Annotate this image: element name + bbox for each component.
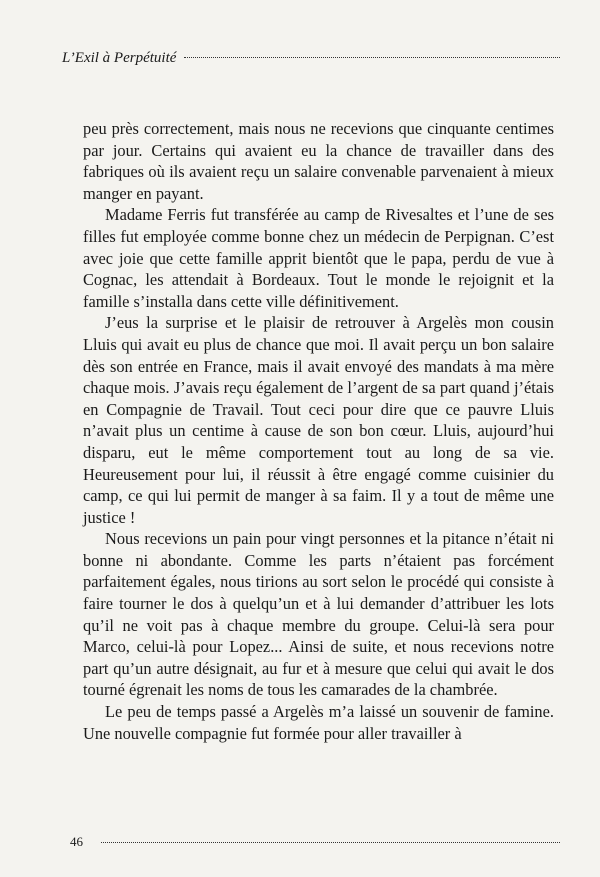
page-footer [70,834,560,850]
body-text [83,118,554,744]
header-dotted-leader [184,57,560,58]
paragraph: Madame Ferris fut transférée au camp de Rivesaltes et l’une de ses filles fut employée comme bonne chez un médecin de Perpignan. C’est avec joie que cette famille apprit bientôt que le papa, perdu de vue à Cognac, les attendait à Bordeaux. Tout le monde le rejoignit et la famille s’installa dans cette ville définitivement. [83,205,554,311]
paragraph: Le peu de temps passé a Argelès m’a laissé un souvenir de famine. Une nouvelle compagnie fut formée pour aller travailler à [83,702,554,743]
paragraph: J’eus la surprise et le plaisir de retrouver à Argelès mon cousin Lluis qui avait eu plus de chance que moi. Il avait perçu un bon salaire dès son entrée en France, mais il avait envoyé des mandats à ma mère chaque mois. J’avais reçu également de l’argent de sa part quand j’étais en Compagnie de Travail. Tout ceci pour dire que ce pauvre Lluis n’avait plus un centime à cause de son bon cœur. Lluis, aujourd’hui disparu, eut le même comportement tout au long de sa vie. Heureusement pour lui, il réussit à être engagé comme cuisinier du camp, ce qui lui permit de manger à sa faim. Il y a tout de même une justice ! [83,313,554,527]
paragraph: Nous recevions un pain pour vingt personnes et la pitance n’était ni bonne ni abondante. Comme les parts n’étaient pas forcément parfaitement égales, nous tirions au sort selon le procédé qui consiste à faire tourner le dos à quelqu’un et à lui demander d’attribuer les lots qu’il ne voit pas à chaque membre du groupe. Celui-là sera pour Marco, celui-là pour Lopez... Ainsi de suite, et nous recevions notre part qu’un autre désignait, au fur et à mesure que celui qui avait le dos tourné égrenait les noms de tous les camarades de la chambrée. [83,529,554,700]
page-number: 46 [70,834,83,849]
footer-dotted-leader [101,842,560,843]
running-header [62,50,560,67]
running-header-title: L’Exil à Perpétuité [62,50,177,66]
paragraph-continued: peu près correctement, mais nous ne recevions que cinquante centimes par jour. Certains qui avaient eu la chance de travailler dans des fabriques où ils avaient reçu un salaire convenable parvenaient à mieux manger en payant. [83,119,554,203]
